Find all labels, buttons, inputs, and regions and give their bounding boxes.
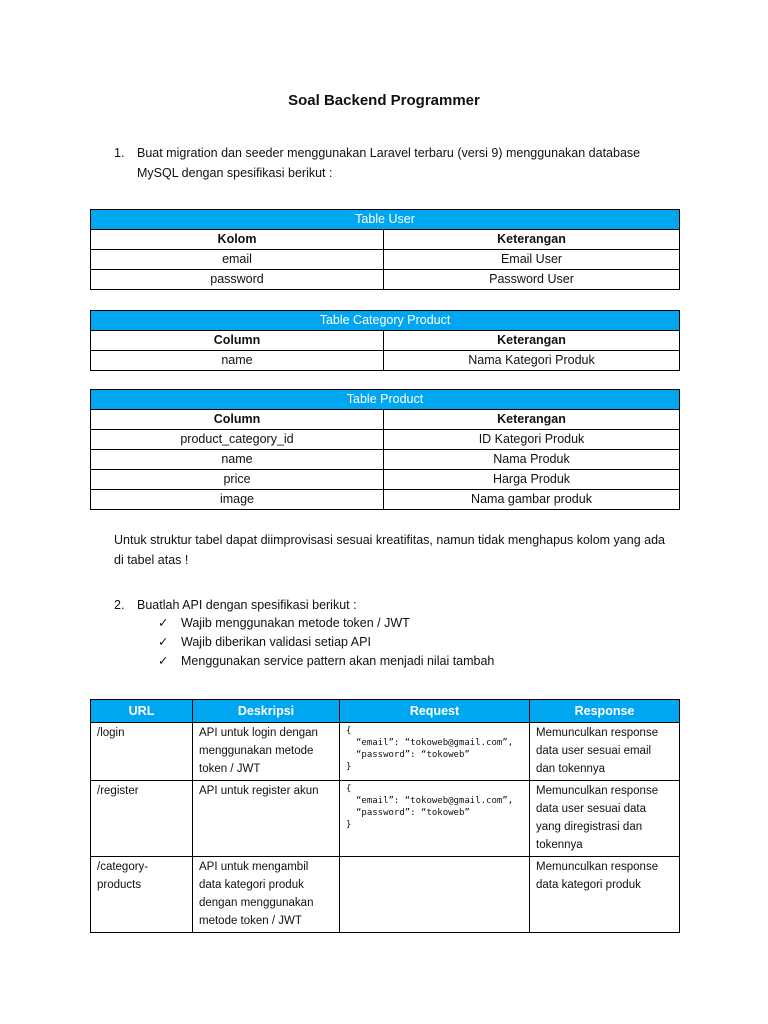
table-cell: name [91,351,384,371]
description-line: menggunakan metode [199,745,314,757]
request-line: } [346,820,352,830]
table-row [91,723,680,781]
response-cell [530,723,680,781]
response-line: yang diregistrasi dan [536,821,643,833]
request-line: { [346,726,352,736]
question-1-line-2: MySQL dengan spesifikasi berikut : [137,166,333,180]
column-header: Column [91,410,384,430]
table-user-title: Table User [91,210,680,230]
column-header: Column [91,331,384,351]
table-cell: Nama Produk [384,450,680,470]
table-cell: ID Kategori Produk [384,430,680,450]
page-title: Soal Backend Programmer [288,92,480,109]
description-cell [193,781,340,857]
table-row [91,781,680,857]
checkmark-icon: ✓ [158,654,169,668]
table-row [91,470,680,490]
table-cell: price [91,470,384,490]
url-text: /category- [97,861,149,873]
table-category-title: Table Category Product [91,311,680,331]
note-line-1: Untuk struktur tabel dapat diimprovisasi sesuai kreatifitas, namun tidak menghapus kolom yang ada [114,533,665,547]
response-line: Memunculkan response [536,727,659,739]
request-cell [340,781,530,857]
question-1-line-1: Buat migration dan seeder menggunakan Laravel terbaru (versi 9) menggunakan database [137,146,641,160]
column-header: Request [340,700,530,723]
description-cell [193,857,340,933]
column-header: Response [530,700,680,723]
list-item [158,652,494,671]
description-cell [193,723,340,781]
question-2-number: 2. [114,598,125,612]
requirements-list [158,614,494,671]
table-row [91,857,680,933]
url-text: products [97,879,142,891]
response-line: data kategori produk [536,879,641,891]
description-line: dengan menggunakan [199,897,314,909]
list-item [158,614,494,633]
table-row [91,250,680,270]
table-row [91,450,680,470]
column-header: Keterangan [384,230,680,250]
url-cell [91,723,193,781]
response-line: dan tokennya [536,763,606,775]
request-line: “email”: “tokoweb@gmail.com”, [356,796,514,806]
response-cell [530,857,680,933]
response-line: Memunculkan response [536,861,659,873]
table-category-product [90,310,680,371]
table-cell: Password User [384,270,680,290]
table-row [91,270,680,290]
table-user [90,209,680,290]
table-product-title: Table Product [91,390,680,410]
request-line: “password”: “tokoweb” [356,750,470,760]
column-header: Deskripsi [193,700,340,723]
api-table [90,699,680,933]
response-line: Memunculkan response [536,785,659,797]
question-2-text: Buatlah API dengan spesifikasi berikut : [137,598,357,612]
request-line: { [346,784,352,794]
response-cell [530,781,680,857]
table-cell: Harga Produk [384,470,680,490]
url-text: /login [97,727,125,739]
table-row [91,490,680,510]
table-row [91,351,680,371]
table-cell: Nama gambar produk [384,490,680,510]
table-cell: email [91,250,384,270]
request-cell [340,857,530,933]
response-line: data user sesuai email [536,745,652,757]
table-cell: name [91,450,384,470]
request-cell [340,723,530,781]
requirement-text: Menggunakan service pattern akan menjadi nilai tambah [181,654,495,668]
column-header: Keterangan [384,331,680,351]
description-line: API untuk register akun [199,785,319,797]
description-line: metode token / JWT [199,915,302,927]
description-line: API untuk login dengan [199,727,318,739]
list-item [158,633,494,652]
table-cell: Nama Kategori Produk [384,351,680,371]
request-line: } [346,762,352,772]
url-cell [91,781,193,857]
column-header: Kolom [91,230,384,250]
column-header: URL [91,700,193,723]
table-cell: product_category_id [91,430,384,450]
description-line: API untuk mengambil [199,861,309,873]
description-line: token / JWT [199,763,261,775]
url-text: /register [97,785,139,797]
table-cell: image [91,490,384,510]
checkmark-icon: ✓ [158,635,169,649]
request-line: “email”: “tokoweb@gmail.com”, [356,738,514,748]
note-line-2: di tabel atas ! [114,553,189,567]
table-product [90,389,680,510]
column-header: Keterangan [384,410,680,430]
requirement-text: Wajib menggunakan metode token / JWT [181,616,410,630]
table-cell: Email User [384,250,680,270]
response-line: tokennya [536,839,583,851]
requirement-text: Wajib diberikan validasi setiap API [181,635,371,649]
checkmark-icon: ✓ [158,616,169,630]
table-row [91,430,680,450]
question-1-number: 1. [114,146,125,160]
note-paragraph [114,530,684,570]
table-cell: password [91,270,384,290]
description-line: data kategori produk [199,879,304,891]
response-line: data user sesuai data [536,803,646,815]
url-cell [91,857,193,933]
request-line: “password”: “tokoweb” [356,808,470,818]
